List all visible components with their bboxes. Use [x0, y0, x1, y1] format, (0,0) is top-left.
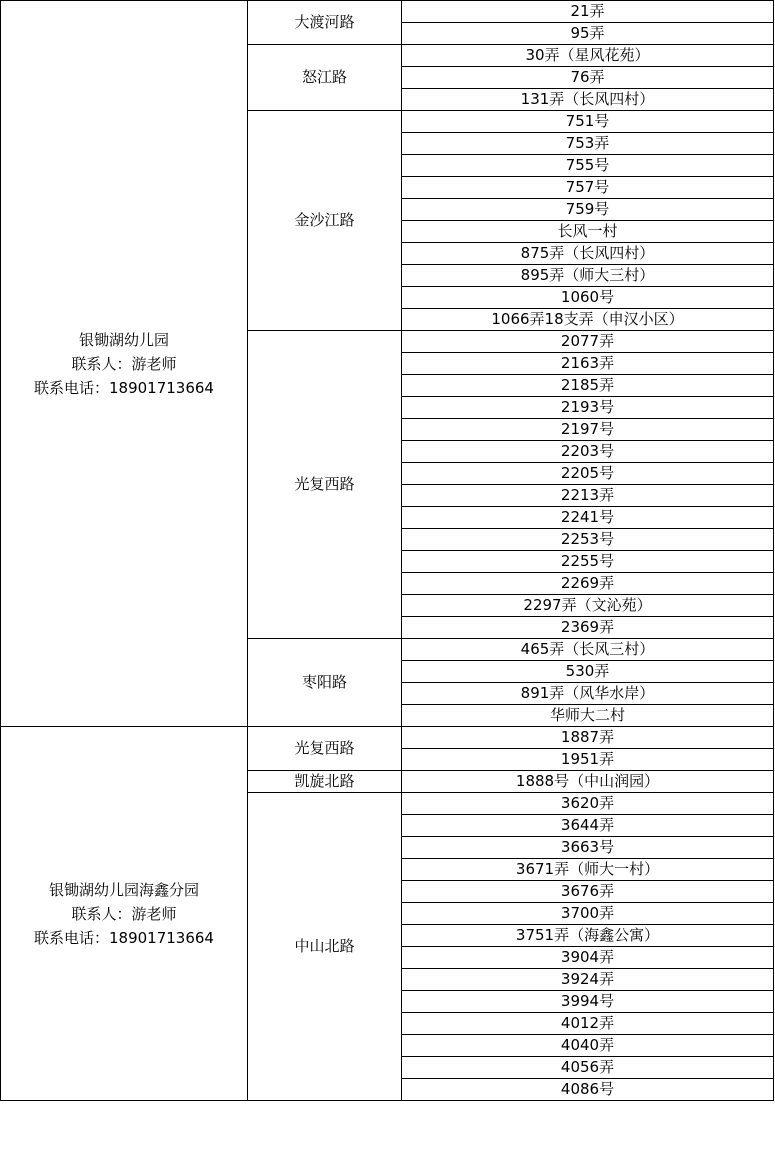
address-cell: 891弄（风华水岸）	[402, 683, 774, 705]
address-cell: 1887弄	[402, 727, 774, 749]
school-phone: 联系电话：18901713664	[34, 378, 214, 397]
address-cell: 2205号	[402, 463, 774, 485]
road-name: 凯旋北路	[248, 771, 402, 793]
address-cell: 751号	[402, 111, 774, 133]
table-row	[1, 727, 774, 749]
address-cell: 465弄（长风三村）	[402, 639, 774, 661]
address-cell: 2269弄	[402, 573, 774, 595]
address-cell: 753弄	[402, 133, 774, 155]
address-cell: 2255号	[402, 551, 774, 573]
address-cell: 4040弄	[402, 1035, 774, 1057]
address-cell: 21弄	[402, 1, 774, 23]
address-cell: 4012弄	[402, 1013, 774, 1035]
address-cell: 2297弄（文沁苑）	[402, 595, 774, 617]
address-cell: 2203号	[402, 441, 774, 463]
address-cell: 3676弄	[402, 881, 774, 903]
address-cell: 1951弄	[402, 749, 774, 771]
school-phone: 联系电话：18901713664	[34, 928, 214, 947]
road-name: 怒江路	[248, 45, 402, 111]
address-cell: 华师大二村	[402, 705, 774, 727]
address-cell: 3994号	[402, 991, 774, 1013]
road-name: 金沙江路	[248, 111, 402, 331]
road-name: 枣阳路	[248, 639, 402, 727]
school-cell	[1, 1, 248, 727]
address-cell: 76弄	[402, 67, 774, 89]
address-cell: 2185弄	[402, 375, 774, 397]
address-cell: 131弄（长风四村）	[402, 89, 774, 111]
address-cell: 95弄	[402, 23, 774, 45]
address-cell: 30弄（星风花苑）	[402, 45, 774, 67]
address-cell: 4056弄	[402, 1057, 774, 1079]
address-cell: 2369弄	[402, 617, 774, 639]
address-cell: 2193号	[402, 397, 774, 419]
address-cell: 长风一村	[402, 221, 774, 243]
address-cell: 1066弄18支弄（申汉小区）	[402, 309, 774, 331]
address-cell: 755号	[402, 155, 774, 177]
address-cell: 875弄（长风四村）	[402, 243, 774, 265]
address-cell: 3751弄（海鑫公寓）	[402, 925, 774, 947]
address-cell: 759号	[402, 199, 774, 221]
table-row	[1, 1, 774, 23]
address-cell: 895弄（师大三村）	[402, 265, 774, 287]
school-name: 银锄湖幼儿园	[78, 330, 169, 349]
road-name: 大渡河路	[248, 1, 402, 45]
school-contact: 联系人：游老师	[71, 904, 177, 923]
address-cell: 3671弄（师大一村）	[402, 859, 774, 881]
road-name: 中山北路	[248, 793, 402, 1101]
address-cell: 3700弄	[402, 903, 774, 925]
address-cell: 2077弄	[402, 331, 774, 353]
road-name: 光复西路	[248, 727, 402, 771]
school-name: 银锄湖幼儿园海鑫分园	[48, 880, 199, 899]
school-contact: 联系人：游老师	[71, 354, 177, 373]
address-cell: 3620弄	[402, 793, 774, 815]
address-cell: 4086号	[402, 1079, 774, 1101]
road-name: 光复西路	[248, 331, 402, 639]
address-cell: 1888号（中山润园）	[402, 771, 774, 793]
address-cell: 530弄	[402, 661, 774, 683]
address-cell: 3644弄	[402, 815, 774, 837]
address-cell: 2213弄	[402, 485, 774, 507]
address-cell: 3924弄	[402, 969, 774, 991]
address-cell: 1060号	[402, 287, 774, 309]
school-cell	[1, 727, 248, 1101]
address-cell: 3904弄	[402, 947, 774, 969]
address-cell: 2163弄	[402, 353, 774, 375]
address-cell: 757号	[402, 177, 774, 199]
address-cell: 3663号	[402, 837, 774, 859]
address-cell: 2241号	[402, 507, 774, 529]
address-cell: 2253号	[402, 529, 774, 551]
address-cell: 2197号	[402, 419, 774, 441]
